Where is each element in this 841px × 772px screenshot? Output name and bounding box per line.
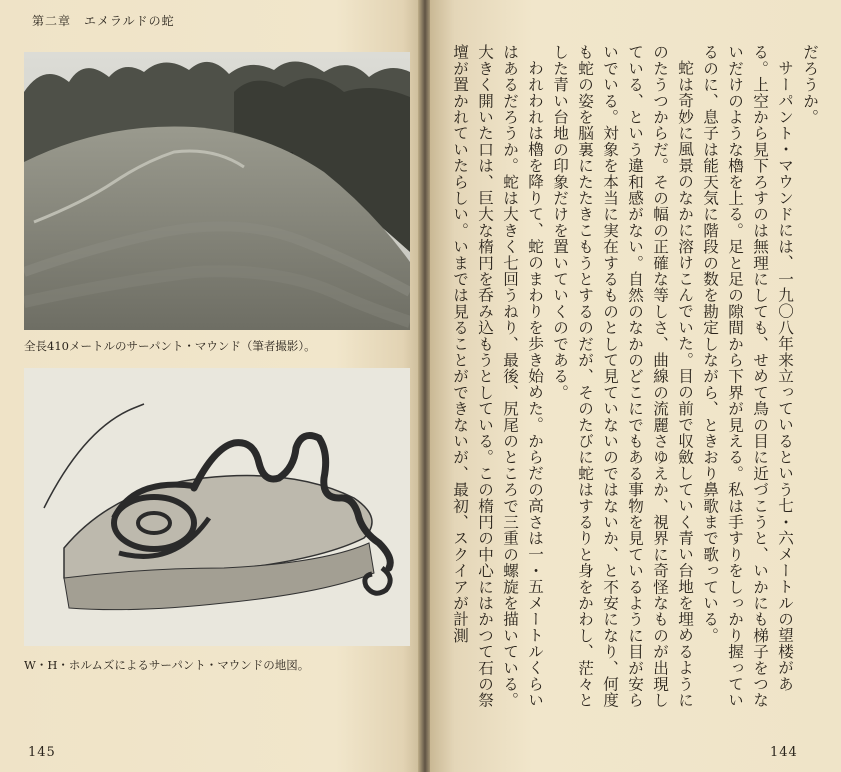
photo-image	[24, 52, 410, 330]
paragraph: サーパント・マウンドには、一九〇八年来立っているという七・六メートルの望楼がある。上空から見下ろすのは無理にしても、せめて鳥の目に近づこうと、いかにも梯子をつないだけのような櫓を上る。足と足の隙間から下界が見える。私は手すりをしっかり握っているのに、息子は能天気に階段の数を勘定しながら、ときおり鼻歌まで歌っている。	[701, 44, 794, 709]
page-number-right: 144	[770, 745, 798, 760]
map-drawing	[24, 368, 410, 646]
left-page	[0, 0, 420, 772]
map-caption: W・H・ホルムズによるサーパント・マウンドの地図。	[24, 658, 310, 672]
body-text	[442, 44, 822, 720]
photo-caption: 全長410メートルのサーパント・マウンド（筆者撮影）。	[24, 339, 316, 353]
serpent-mound-photo	[24, 52, 410, 330]
serpent-mound-map	[24, 368, 410, 646]
page-number-left: 145	[28, 745, 56, 760]
paragraph: 蛇は奇妙に風景のなかに溶けこんでいた。目の前で収斂していく青い台地を埋めるようにのたうつからだ。その幅の正確な等しさ、曲線の流麗さゆえか、視界に奇怪なものが出現している、という違和感がない。自然のなかのどこにでもある事物を見ているように目が安らいでいる。対象を本当に実在するものとして見ていないのではないか、と不安になり、何度も蛇の姿を脳裏にたたきこもうとするのだが、そのたびに蛇はするりと身をかわし、茫々とした青い台地の印象だけを置いていくのである。	[551, 44, 694, 709]
running-head: 第二章 エメラルドの蛇	[32, 14, 175, 28]
paragraph: われわれは櫓を降りて、蛇のまわりを歩き始めた。からだの高さは一・五メートルくらいはあるだろうか。蛇は大きく七回うねり、最後、尻尾のところで三重の螺旋を描いている。大きく開いた口は、巨大な楕円を呑み込もうとしている。この楕円の中心にはかつて石の祭壇が置かれていたらしい。いまでは見ることができないが、最初、スクイアが計測	[451, 44, 544, 709]
paragraph: だろうか。	[801, 44, 819, 125]
